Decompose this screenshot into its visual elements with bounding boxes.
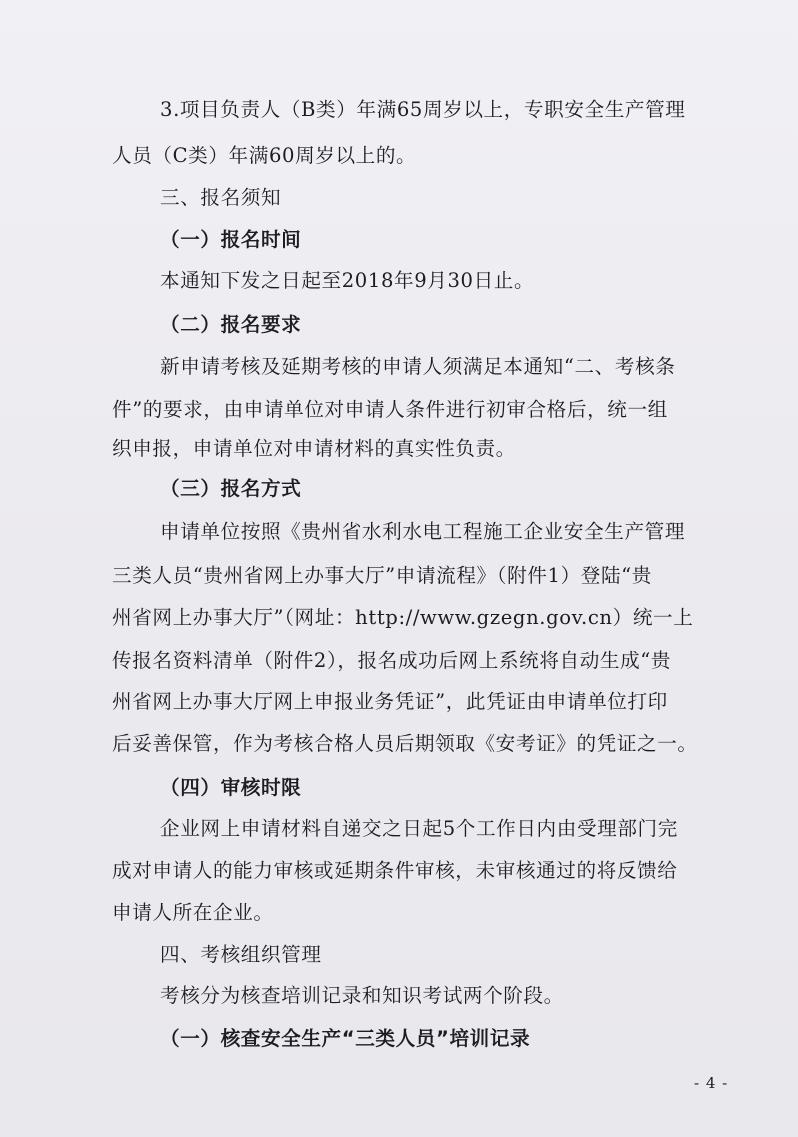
text-line-2: 人员（C类）年满60周岁以上的。 (112, 144, 417, 167)
text-line-11: 申请单位按照《贵州省水利水电工程施工企业安全生产管理 (160, 520, 686, 543)
text-line-15: 州省网上办事大厅网上申报业务凭证”，此凭证由申请单位打印 (112, 690, 668, 713)
bleed-through-texture (150, 118, 750, 1078)
section-heading-21: 四、考核组织管理 (160, 943, 322, 966)
section-heading-3: 三、报名须知 (160, 186, 282, 209)
text-line-13-url: 州省网上办事大厅”（网址：http://www.gzegn.gov.cn）统一上 (112, 606, 694, 629)
subheading-registration-method: （三）报名方式 (160, 477, 302, 500)
subheading-registration-requirements: （二）报名要求 (160, 313, 302, 336)
text-line-9: 织申报，申请单位对申请材料的真实性负责。 (112, 437, 516, 460)
text-line-1: 3.项目负责人（B类）年满65周岁以上，专职安全生产管理 (160, 98, 686, 121)
text-line-12: 三类人员“贵州省网上办事大厅”申请流程》（附件1）登陆“贵 (112, 564, 652, 587)
text-line-18: 企业网上申请材料自递交之日起5个工作日内由受理部门完 (160, 817, 678, 840)
text-line-22: 考核分为核查培训记录和知识考试两个阶段。 (160, 984, 564, 1007)
text-line-7: 新申请考核及延期考核的申请人须满足本通知“二、考核条 (160, 355, 676, 378)
subheading-review-period: （四）审核时限 (160, 776, 302, 799)
text-line-5: 本通知下发之日起至2018年9月30日止。 (160, 269, 535, 292)
text-line-14: 传报名资料清单（附件2），报名成功后网上系统将自动生成“贵 (112, 649, 672, 672)
text-line-20: 申请人所在企业。 (112, 901, 274, 924)
text-line-16: 后妥善保管，作为考核合格人员后期领取《安考证》的凭证之一。 (112, 732, 698, 755)
text-line-19: 成对申请人的能力审核或延期条件审核，未审核通过的将反馈给 (112, 859, 678, 882)
page-number: - 4 - (694, 1074, 729, 1092)
text-line-8: 件”的要求，由申请单位对申请人条件进行初审合格后，统一组 (112, 398, 668, 421)
subheading-training-records: （一）核查安全生产“三类人员”培训记录 (160, 1027, 531, 1050)
subheading-registration-time: （一）报名时间 (160, 228, 302, 251)
